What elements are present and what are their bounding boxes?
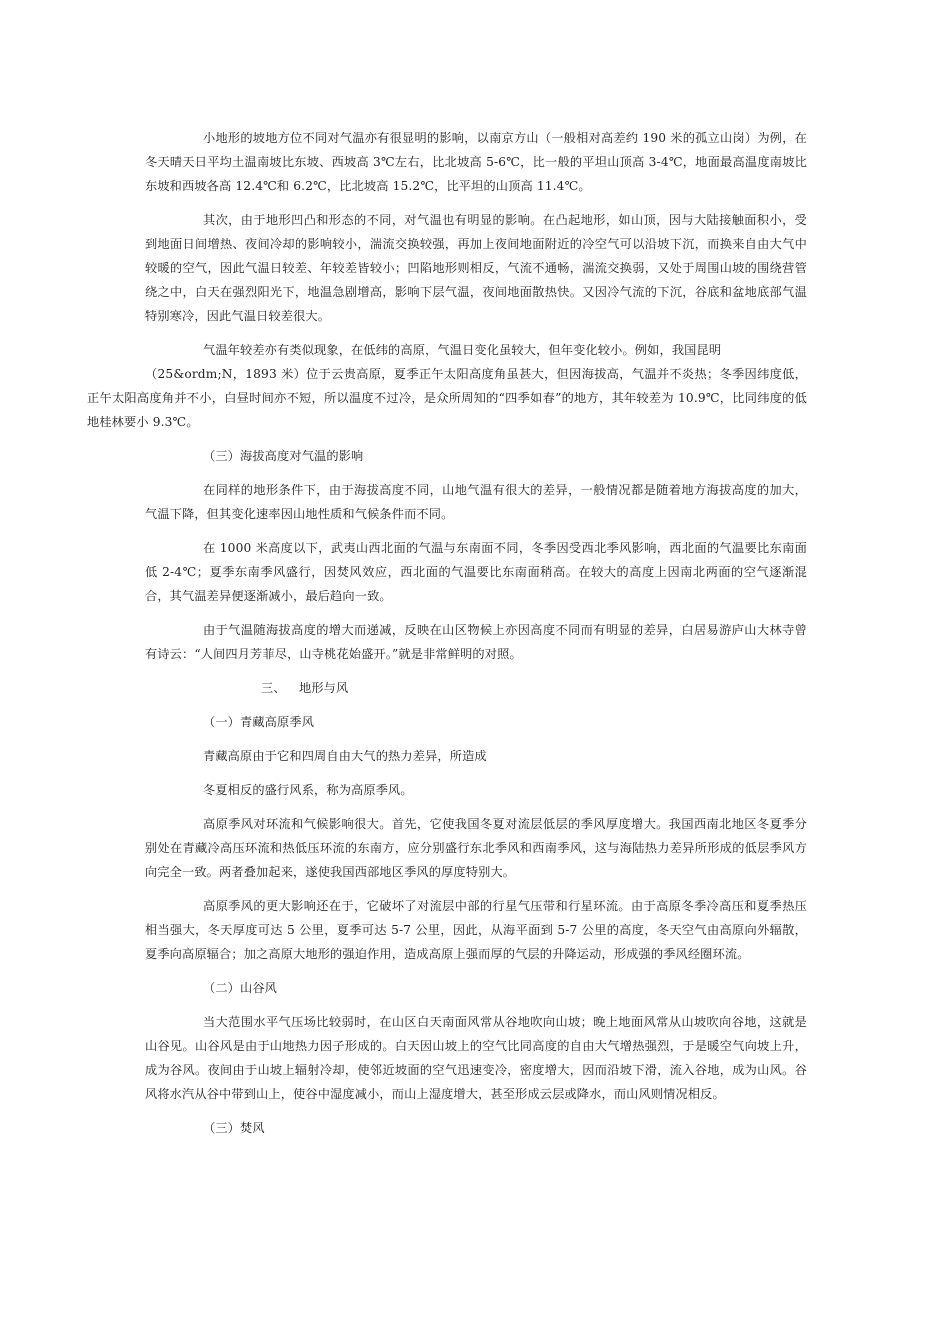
paragraph-plateau-monsoon-line2: 冬夏相反的盛行风系，称为高原季风。 bbox=[203, 783, 413, 797]
document-body bbox=[87, 126, 807, 1140]
paragraph-plateau-monsoon-line1: 青藏高原由于它和四周自由大气的热力差异，所造成 bbox=[203, 749, 487, 763]
heading-altitude-temperature: （三）海拔高度对气温的影响 bbox=[203, 449, 364, 463]
paragraph-terrain-shape: 其次，由于地形凹凸和形态的不同，对气温也有明显的影响。在凸起地形，如山顶，因与大陆接触面积小，受到地面日间增热、夜间冷却的影响较小，湍流交换较强，再加上夜间地面附近的冷空气可以沿坡下沉，而换来自由大气中较暖的空气，因此气温日较差、年较差皆较小；凹陷地形则相反，气流不通畅，湍流交换弱，又处于周围山坡的围绕营管绕之中，白天在强烈阳光下，地温急剧增高，影响下层气温，夜间地面散热快。又因冷气流的下沉，谷底和盆地底部气温特别寒冷，因此气温日较差很大。 bbox=[145, 213, 807, 323]
paragraph-annual-range bbox=[87, 338, 807, 434]
section-heading-terrain-wind bbox=[145, 676, 807, 700]
paragraph-monsoon-circulation: 高原季风的更大影响还在于，它破坏了对流层中部的行星气压带和行星环流。由于高原冬季冷高压和夏季热压相当强大，冬天厚度可达 5 公里，夏季可达 5-7 公里，因此，从海平面到 5-7 公里的高度，冬天空气由高原向外辐散，夏季向高原辐合；加之高原大地形的强迫作用，造成高原上强而厚的气层的升降运动，形成强的季风经圈环流。 bbox=[145, 899, 807, 961]
heading-foehn-wind: （三）焚风 bbox=[203, 1121, 265, 1135]
section-title: 地形与风 bbox=[299, 681, 349, 695]
paragraph-annual-range-line1: 气温年较差亦有类似现象，在低纬的高原，气温日变化虽较大，但年变化较小。例如，我国昆明 bbox=[203, 343, 722, 357]
paragraph-valley-wind: 当大范围水平气压场比较弱时，在山区白天南面风常从谷地吹向山坡；晚上地面风常从山坡吹向谷地，这就是山谷见。山谷风是由于山地热力因子形成的。白天因山坡上的空气比同高度的自由大气增热强烈，于是暖空气向坡上升，成为谷风。夜间由于山坡上辐射冷却，使邻近坡面的空气迅速变冷，密度增大，因而沿坡下滑，流入谷地，成为山风。谷风将水汽从谷中带到山上，使谷中湿度减小，而山上湿度增大，甚至形成云层或降水，而山风则情况相反。 bbox=[145, 1015, 807, 1101]
paragraph-slope-aspect: 小地形的坡地方位不同对气温亦有很显明的影响，以南京方山（一般相对高差约 190 米的孤立山岗）为例，在冬天晴天日平均土温南坡比东坡、西坡高 3℃左右，比北坡高 5-6℃，比一般的平坦山顶高 3-4℃，地面最高温度南坡比东坡和西坡各高 12.4℃和 6.2℃，比北坡高 15.2℃，比平坦的山顶高 11.4℃。 bbox=[145, 131, 807, 193]
heading-valley-wind: （二）山谷风 bbox=[203, 981, 278, 995]
heading-plateau-monsoon: （一）青藏高原季风 bbox=[203, 715, 315, 729]
section-number: 三、 bbox=[261, 681, 286, 695]
paragraph-phenology-poem: 由于气温随海拔高度的增大而递减，反映在山区物候上亦因高度不同而有明显的差异，白居易游庐山大林寺曾有诗云：“人间四月芳菲尽，山寺桃花始盛开。”就是非常鲜明的对照。 bbox=[145, 623, 807, 661]
paragraph-monsoon-influence: 高原季风对环流和气候影响很大。首先，它使我国冬夏对流层低层的季风厚度增大。我国西南北地区冬夏季分别处在青藏冷高压环流和热低压环流的东南方，应分别盛行东北季风和西南季风，这与海陆热力差异所形成的低层季风方向完全一致。两者叠加起来，遂使我国西部地区季风的厚度特别大。 bbox=[145, 817, 807, 879]
paragraph-annual-range-rest: （25&ordm;N，1893 米）位于云贵高原，夏季正午太阳高度角虽甚大，但因海拔高，气温并不炎热；冬季因纬度低，正午太阳高度角并不小，白昼时间亦不短，所以温度不过冷，是众所周知的“四季如春”的地方，其年较差为 10.9℃，比同纬度的低地桂林要小 9.3℃。 bbox=[87, 367, 807, 429]
paragraph-altitude-difference: 在同样的地形条件下，由于海拔高度不同，山地气温有很大的差异，一般情况都是随着地方海拔高度的加大，气温下降，但其变化速率因山地性质和气候条件而不同。 bbox=[145, 483, 807, 521]
paragraph-wuyi-mountain: 在 1000 米高度以下，武夷山西北面的气温与东南面不同，冬季因受西北季风影响，西北面的气温要比东南面低 2-4℃；夏季东南季风盛行，因焚风效应，西北面的气温要比东南面稍高。在较大的高度上因南北两面的空气逐渐混合，其气温差异便逐渐减小，最后趋向一致。 bbox=[145, 541, 807, 603]
